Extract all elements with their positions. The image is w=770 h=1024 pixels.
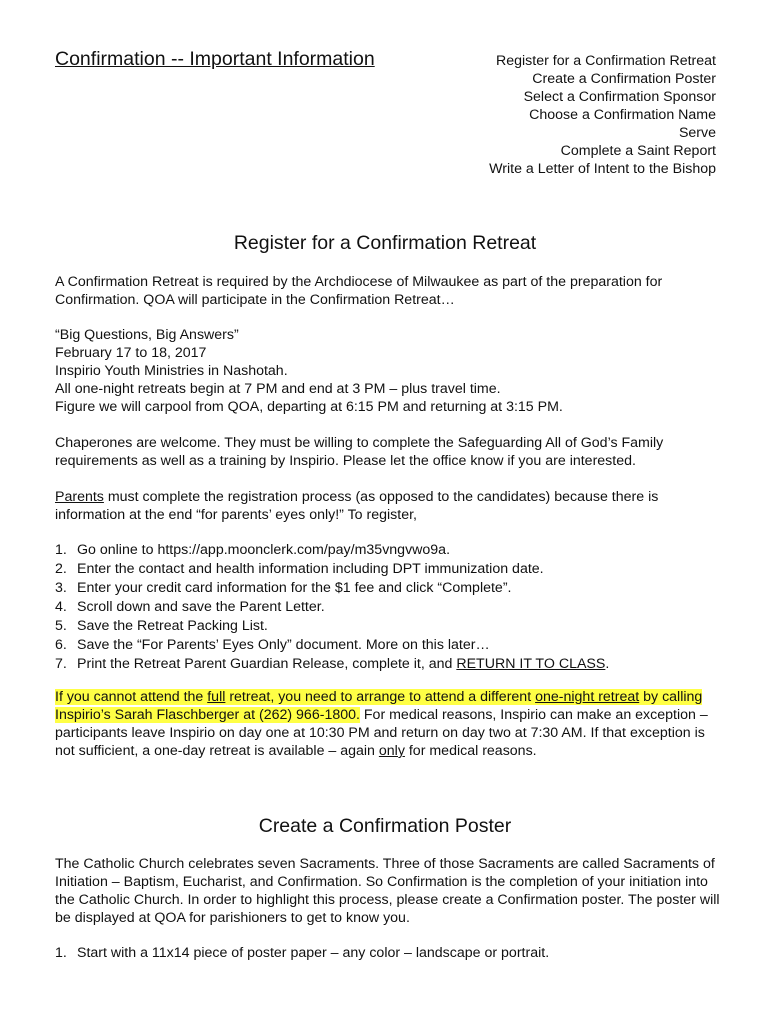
chaperones-paragraph: Chaperones are welcome. They must be willing to complete the Safeguarding All of God’s Family requirements as well as a training by Inspirio. Please let the office know if you are interested. bbox=[55, 435, 664, 469]
topic-item: Create a Confirmation Poster bbox=[532, 71, 716, 87]
retreat-times: All one-night retreats begin at 7 PM and end at 3 PM – plus travel time. bbox=[55, 381, 501, 397]
retreat-heading: Register for a Confirmation Retreat bbox=[233, 232, 537, 254]
list-item bbox=[55, 636, 735, 655]
list-item bbox=[55, 560, 735, 579]
step-text-start: Print the Retreat Parent Guardian Release, complete it, and bbox=[77, 656, 457, 672]
retreat-intro: A Confirmation Retreat is required by the Archdiocese of Milwaukee as part of the preparation for Confirmation. QOA will participate in the Confirmation Retreat… bbox=[55, 274, 663, 308]
topic-item: Register for a Confirmation Retreat bbox=[496, 53, 716, 69]
step-text: Save the Retreat Packing List. bbox=[77, 618, 268, 634]
document-title: Confirmation -- Important Information bbox=[55, 48, 375, 70]
topic-item: Select a Confirmation Sponsor bbox=[523, 89, 716, 105]
step-text: Enter your credit card information for the $1 fee and click “Complete”. bbox=[77, 580, 512, 596]
parents-text: must complete the registration process (as opposed to the candidates) because there is information at the end “for parents’ eyes only!” To register, bbox=[55, 489, 659, 523]
retreat-dates: February 17 to 18, 2017 bbox=[55, 345, 207, 361]
step-number: 1. bbox=[55, 945, 67, 961]
parents-paragraph bbox=[55, 488, 725, 524]
retreat-location: Inspirio Youth Ministries in Nashotah. bbox=[55, 363, 288, 379]
list-item bbox=[55, 944, 735, 963]
topic-item: Write a Letter of Intent to the Bishop bbox=[489, 161, 716, 177]
list-item bbox=[55, 617, 735, 636]
step-text: Scroll down and save the Parent Letter. bbox=[77, 599, 325, 615]
step-number: 6. bbox=[55, 637, 67, 653]
step-number: 3. bbox=[55, 580, 67, 596]
topic-item: Choose a Confirmation Name bbox=[529, 107, 716, 123]
step-number: 5. bbox=[55, 618, 67, 634]
note-one-night: one-night retreat bbox=[535, 689, 640, 705]
attendance-note bbox=[55, 688, 727, 760]
topic-item: Serve bbox=[678, 125, 716, 141]
note-text: retreat, you need to arrange to attend a different bbox=[225, 689, 536, 705]
topic-item: Complete a Saint Report bbox=[560, 143, 716, 159]
step-text: Start with a 11x14 piece of poster paper – any color – landscape or portrait. bbox=[77, 945, 550, 961]
note-text: For medical reasons, Inspirio can make an exception – participants leave Inspirio on day one at 10:30 PM and return on day two at 7:30 AM. If that exception is not sufficient, a one-day retreat is available – again bbox=[55, 707, 708, 759]
retreat-theme: “Big Questions, Big Answers” bbox=[55, 327, 239, 343]
topics-list bbox=[489, 52, 716, 178]
list-item bbox=[55, 541, 735, 560]
step-text: Go online to https://app.moonclerk.com/pay/m35vngvwo9a. bbox=[77, 542, 451, 558]
return-to-class: RETURN IT TO CLASS bbox=[456, 656, 606, 672]
step-text bbox=[77, 655, 609, 674]
step-text: Save the “For Parents’ Eyes Only” document. More on this later… bbox=[77, 637, 490, 653]
step-number: 1. bbox=[55, 542, 67, 558]
list-item bbox=[55, 579, 735, 598]
poster-heading: Create a Confirmation Poster bbox=[258, 815, 512, 837]
parents-word: Parents bbox=[55, 489, 104, 505]
poster-steps bbox=[55, 944, 735, 963]
step-number: 4. bbox=[55, 599, 67, 615]
note-only: only bbox=[378, 743, 405, 759]
note-full: full bbox=[207, 689, 226, 705]
registration-steps bbox=[55, 541, 735, 674]
step-text-end: . bbox=[605, 656, 610, 672]
retreat-details bbox=[55, 326, 725, 416]
step-text: Enter the contact and health information including DPT immunization date. bbox=[77, 561, 544, 577]
step-number: 7. bbox=[55, 656, 67, 672]
note-text: by calling Inspirio’s Sarah Flaschberger at (262) 966-1800. bbox=[55, 689, 703, 723]
poster-intro: The Catholic Church celebrates seven Sacraments. Three of those Sacraments are called Sacraments of Initiation – Baptism, Eucharist, and Confirmation. So Confirmation is the completion of your initiation into the Catholic Church. In order to highlight this process, please create a Confirmation poster. The poster will be displayed at QOA for parishioners to get to know you. bbox=[55, 856, 720, 926]
retreat-carpool: Figure we will carpool from QOA, departing at 6:15 PM and returning at 3:15 PM. bbox=[55, 399, 563, 415]
step-number: 2. bbox=[55, 561, 67, 577]
list-item bbox=[55, 655, 735, 674]
note-text: If you cannot attend the bbox=[55, 689, 208, 705]
list-item bbox=[55, 598, 735, 617]
note-text: for medical reasons. bbox=[404, 743, 537, 759]
